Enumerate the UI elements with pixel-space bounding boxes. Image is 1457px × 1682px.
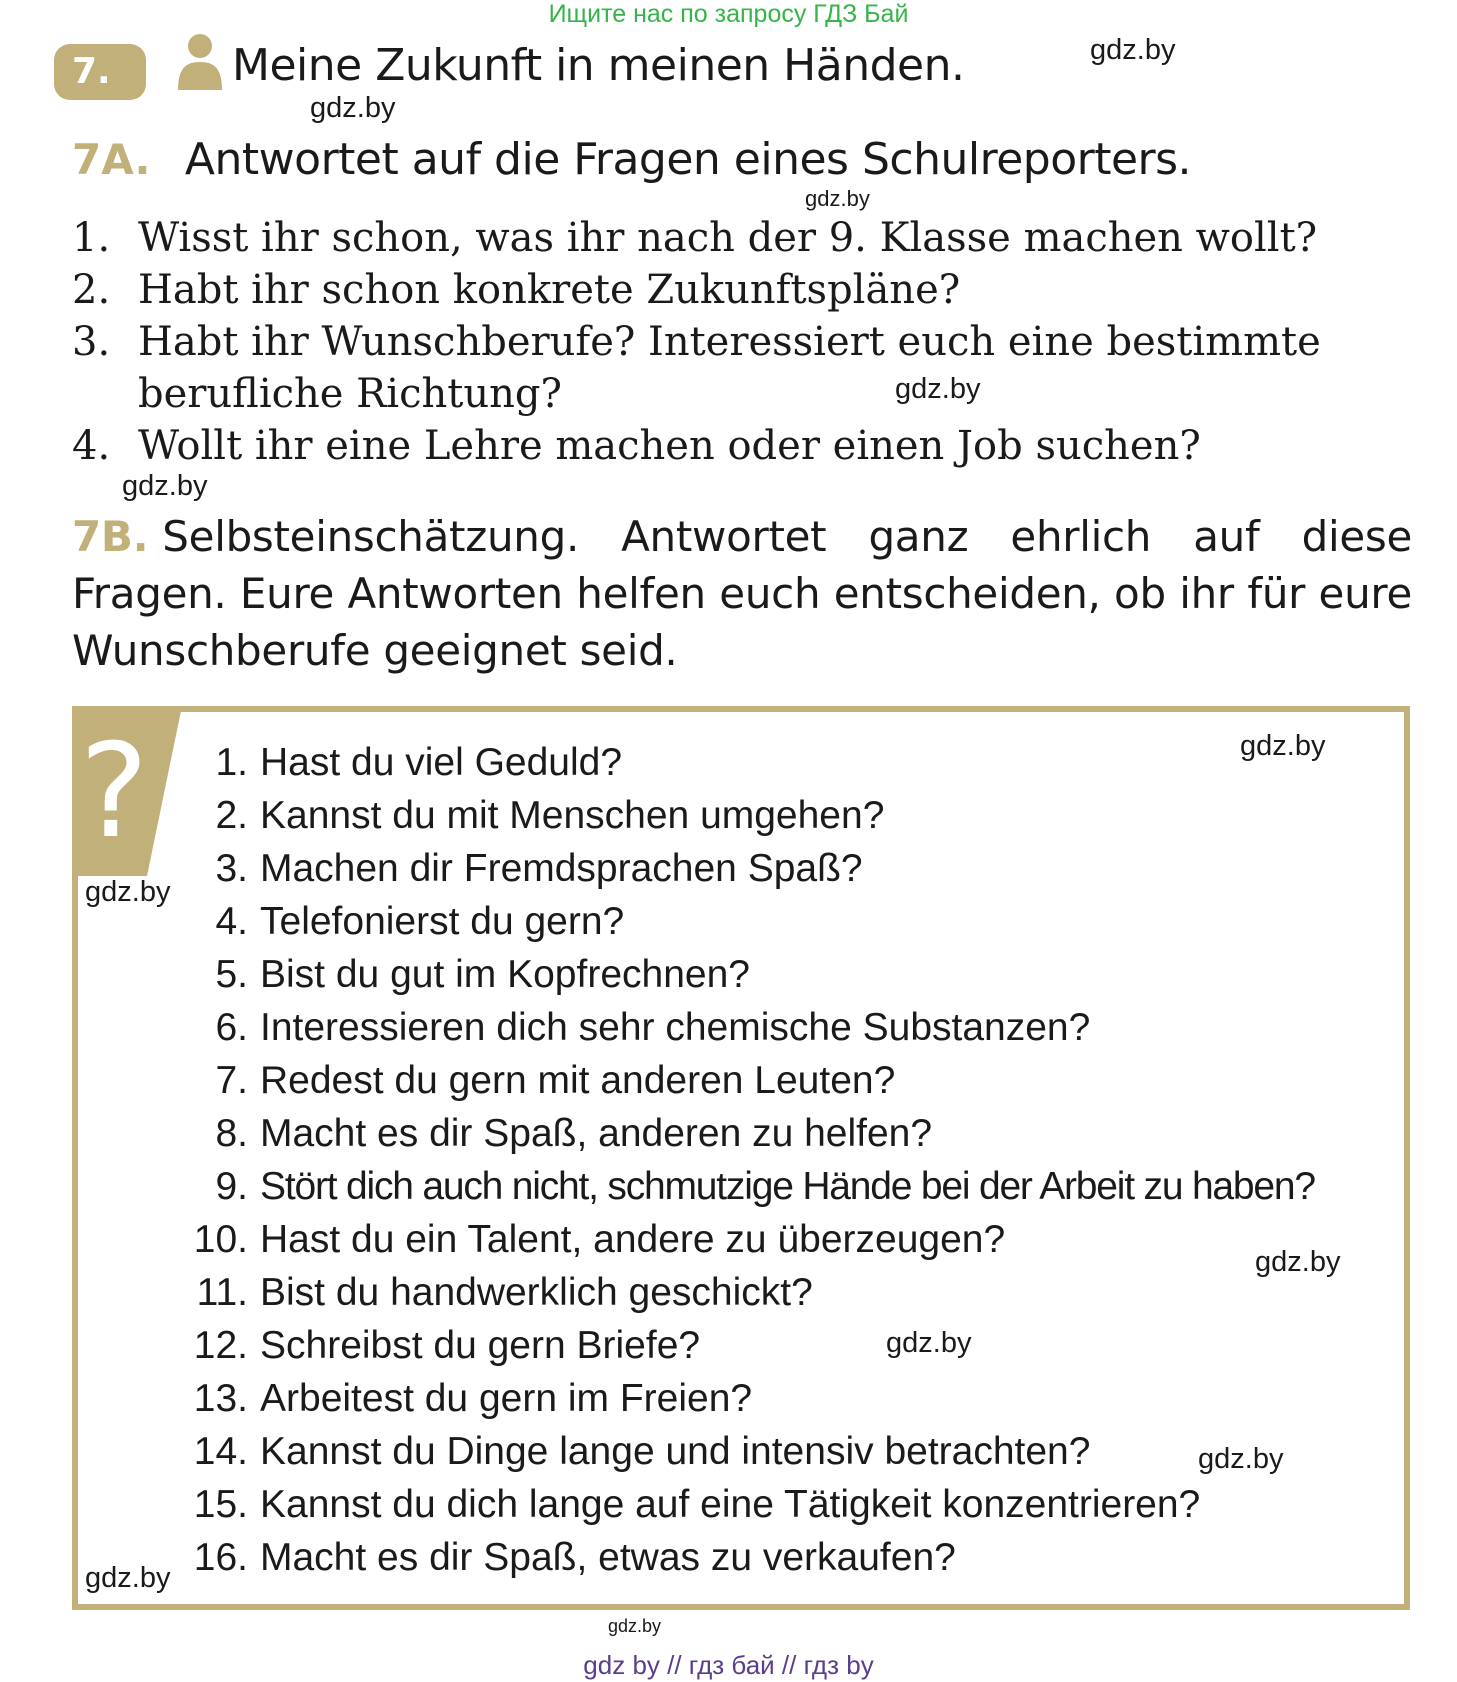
watermark: gdz.by	[1240, 730, 1326, 762]
list-item: 9. Stört dich auch nicht, schmutzige Hände bei der Arbeit zu haben?	[215, 1165, 1315, 1208]
top-banner: Ищите нас по запросу ГДЗ Бай	[548, 0, 909, 28]
page-title: Meine Zukunft in meinen Händen.	[232, 40, 965, 91]
list-item-continuation: berufliche Richtung?	[138, 371, 562, 417]
list-item: 10. Hast du ein Talent, andere zu überzeugen?	[193, 1218, 1006, 1261]
watermark: gdz.by	[1090, 34, 1176, 66]
watermark: gdz.by	[310, 92, 396, 124]
watermark: gdz.by	[85, 1562, 171, 1594]
watermark: gdz.by	[122, 470, 208, 502]
list-item: 14. Kannst du Dinge lange und intensiv betrachten?	[193, 1430, 1091, 1473]
svg-text:?: ?	[79, 715, 149, 867]
watermark: gdz.by	[85, 876, 171, 908]
list-item: 2. Habt ihr schon konkrete Zukunftspläne?	[72, 267, 961, 313]
list-item: 3. Machen dir Fremdsprachen Spaß?	[215, 847, 863, 890]
list-item: 15. Kannst du dich lange auf eine Tätigkeit konzentrieren?	[193, 1483, 1201, 1526]
list-item: 12. Schreibst du gern Briefe?	[193, 1324, 701, 1367]
footer-links[interactable]: gdz by // гдз бай // гдз by	[583, 1650, 874, 1680]
person-icon	[176, 32, 224, 90]
section-b-paragraph	[72, 508, 1412, 679]
list-item: 16. Macht es dir Spaß, etwas zu verkaufen?	[193, 1536, 956, 1579]
watermark: gdz.by	[1198, 1443, 1284, 1475]
question-mark-icon	[72, 706, 182, 876]
watermark: gdz.by	[886, 1327, 972, 1359]
watermark: gdz.by	[608, 1616, 662, 1636]
section-b-text: Selbsteinschätzung. Antwortet ganz ehrlich auf diese Fragen. Eure Antworten helfen euch entscheiden, ob ihr für eure Wunschberufe geeignet seid.	[72, 512, 1412, 675]
list-item: 4. Wollt ihr eine Lehre machen oder einen Job suchen?	[72, 423, 1201, 469]
list-item: 2. Kannst du mit Menschen umgehen?	[215, 794, 885, 837]
section-a-title: Antwortet auf die Fragen eines Schulreporters.	[184, 134, 1192, 185]
list-item: 1. Wisst ihr schon, was ihr nach der 9. Klasse machen wollt?	[72, 215, 1318, 261]
list-item: 5. Bist du gut im Kopfrechnen?	[215, 953, 750, 996]
list-item: 1. Hast du viel Geduld?	[215, 741, 623, 784]
section-a-label: 7A.	[72, 135, 151, 184]
list-item: 13. Arbeitest du gern im Freien?	[193, 1377, 753, 1420]
list-item: 6. Interessieren dich sehr chemische Substanzen?	[215, 1006, 1091, 1049]
watermark: gdz.by	[1255, 1246, 1341, 1278]
list-item: 3. Habt ihr Wunschberufe? Interessiert euch eine bestimmte	[72, 319, 1321, 365]
watermark: gdz.by	[895, 373, 981, 405]
watermark: gdz.by	[805, 186, 870, 211]
exercise-number-badge: 7.	[54, 44, 146, 100]
section-a-heading	[72, 134, 1191, 185]
list-item: 4. Telefonierst du gern?	[215, 900, 625, 943]
list-item: 11. Bist du handwerklich geschickt?	[196, 1271, 813, 1314]
list-item: 8. Macht es dir Spaß, anderen zu helfen?	[215, 1112, 933, 1155]
list-item: 7. Redest du gern mit anderen Leuten?	[215, 1059, 896, 1102]
section-b-label: 7B.	[72, 512, 149, 561]
